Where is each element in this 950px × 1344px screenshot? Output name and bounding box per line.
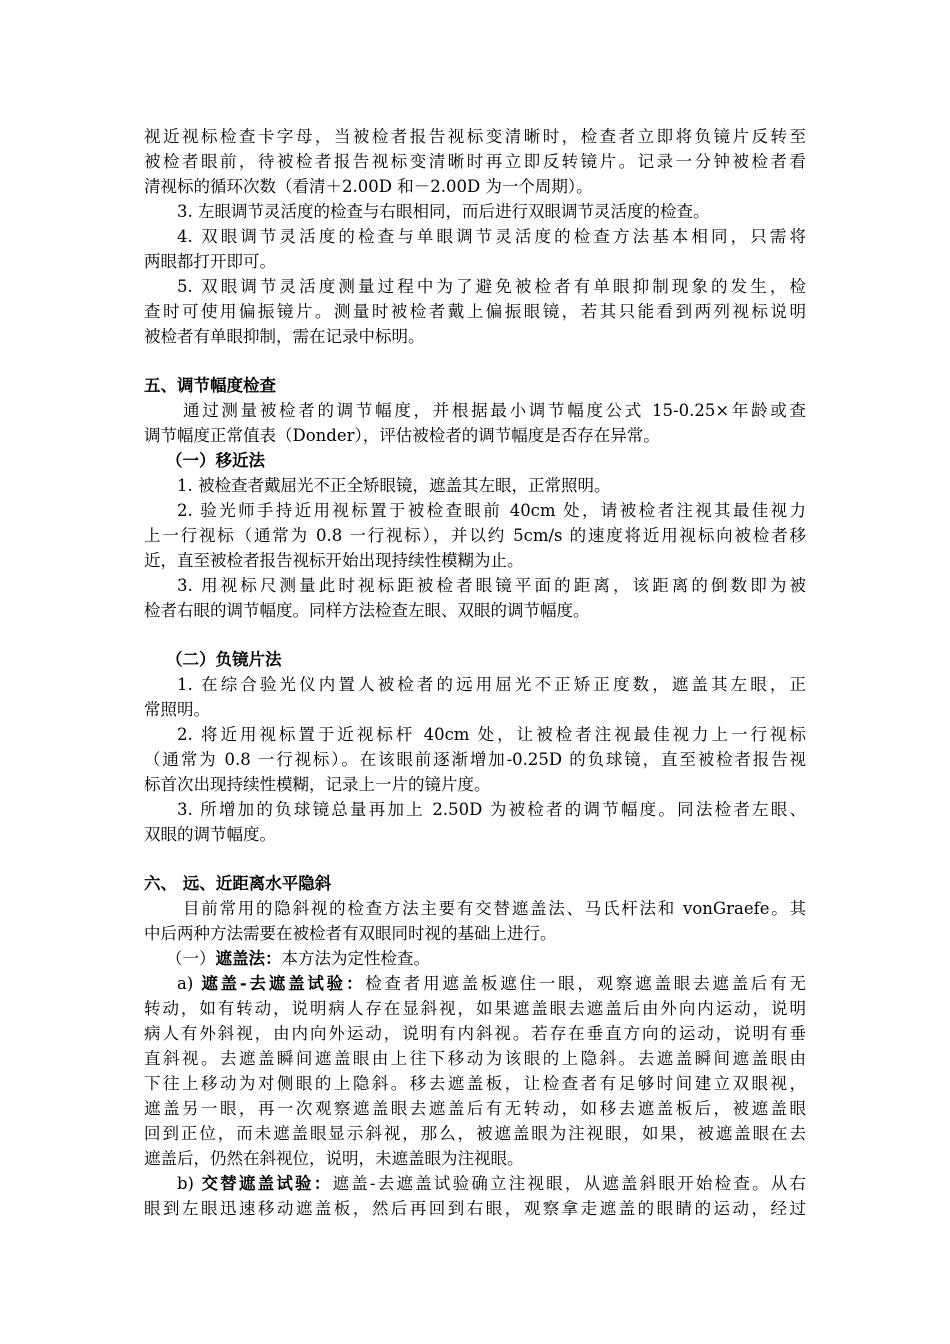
section-heading: 六、 远、近距离水平隐斜 (144, 874, 332, 893)
body-line: 转动，如有转动，说明病人存在显斜视，如果遮盖眼去遮盖后由外向内运动，说明 (144, 999, 806, 1018)
list-item (177, 1172, 806, 1196)
section-heading: 五、调节幅度检查 (144, 376, 276, 395)
list-item: 1. 在综合验光仪内置人被检者的远用屈光不正矫正度数，遮盖其左眼，正 (177, 675, 806, 694)
subsection-description: 本方法为定性检查。 (281, 949, 430, 968)
body-line: 两眼都打开即可。 (144, 252, 276, 271)
body-line: 眼到左眼迅速移动遮盖板，然后再回到右眼，观察拿走遮盖的眼睛的运动，经过 (144, 1199, 806, 1218)
list-item: 4. 双眼调节灵活度的检查与单眼调节灵活度的检查方法基本相同，只需将 (177, 227, 806, 246)
list-item-text: 遮盖-去遮盖试验确立注视眼，从遮盖斜眼开始检查。从右 (332, 1174, 807, 1193)
body-line: 遮盖另一眼，再一次观察遮盖眼去遮盖后有无转动，如移去遮盖板后，被遮盖眼 (144, 1099, 806, 1118)
body-line: 被检者眼前，待被检者报告视标变清晰时再立即反转镜片。记录一分钟被检者看 (144, 152, 806, 171)
body-line: 双眼的调节幅度。 (144, 825, 276, 844)
list-item: 1. 被检查者戴屈光不正全矫眼镜，遮盖其左眼，正常照明。 (177, 476, 611, 495)
body-line: 调节幅度正常值表（Donder），评估被检者的调节幅度是否存在异常。 (144, 426, 660, 445)
subsection-number: （一） (166, 949, 216, 968)
list-item: 3. 左眼调节灵活度的检查与右眼相同，而后进行双眼调节灵活度的检查。 (177, 202, 710, 221)
body-line: 回到正位，而未遮盖眼显示斜视，那么，被遮盖眼为注视眼，如果，被遮盖眼在去 (144, 1124, 806, 1143)
subsection-heading: （二）负镜片法 (166, 650, 282, 669)
body-line: 检者右眼的调节幅度。同样方法检查左眼、双眼的调节幅度。 (144, 601, 590, 620)
body-line: 被检者有单眼抑制，需在记录中标明。 (144, 327, 425, 346)
body-line: 通过测量被检者的调节幅度，并根据最小调节幅度公式 15-0.25×年龄或查 (183, 401, 806, 420)
list-item-title: 遮盖-去遮盖试验： (201, 974, 366, 993)
list-item: 5. 双眼调节灵活度测量过程中为了避免被检者有单眼抑制现象的发生，检 (177, 277, 806, 296)
body-line: 病人有外斜视，由内向外运动，说明有内斜视。若存在垂直方向的运动，说明有垂 (144, 1024, 806, 1043)
body-line: 上一行视标（通常为 0.8 一行视标），并以约 5cm/s 的速度将近用视标向被检者移 (144, 526, 806, 545)
body-line: 常照明。 (144, 700, 210, 719)
body-line: 清视标的循环次数（看清＋2.00D 和－2.00D 为一个周期）。 (144, 177, 593, 196)
body-line: 直斜视。去遮盖瞬间遮盖眼由上往下移动为该眼的上隐斜。去遮盖瞬间遮盖眼由 (144, 1049, 806, 1068)
subsection-line (166, 947, 806, 971)
list-item: 2. 将近用视标置于近视标杆 40cm 处，让被检者注视最佳视力上一行视标 (177, 725, 806, 744)
list-item (177, 972, 806, 996)
list-item: 3. 用视标尺测量此时视标距被检者眼镜平面的距离，该距离的倒数即为被 (177, 576, 806, 595)
body-line: 中后两种方法需要在被检者有双眼同时视的基础上进行。 (144, 924, 557, 943)
list-item-text: 检查者用遮盖板遮住一眼，观察遮盖眼去遮盖后有无 (365, 974, 806, 993)
list-marker: a) (177, 974, 202, 993)
body-line: 查时可使用偏振镜片。测量时被检者戴上偏振眼镜，若其只能看到两列视标说明 (144, 302, 806, 321)
body-line: 目前常用的隐斜视的检查方法主要有交替遮盖法、马氏杆法和 vonGraefe。其 (183, 899, 806, 918)
body-line: 视近视标检查卡字母，当被检者报告视标变清晰时，检查者立即将负镜片反转至 (144, 127, 806, 146)
subsection-heading: 遮盖法： (215, 949, 282, 968)
list-item-title: 交替遮盖试验： (201, 1174, 333, 1193)
list-item: 2. 验光师手持近用视标置于被检查眼前 40cm 处，请被检者注视其最佳视力 (177, 501, 806, 520)
list-marker: b) (177, 1174, 202, 1193)
body-line: 遮盖后，仍然在斜视位，说明，未遮盖眼为注视眼。 (144, 1149, 524, 1168)
body-line: （通常为 0.8 一行视标）。在该眼前逐渐增加-0.25D 的负球镜，直至被检者报告视 (144, 750, 806, 769)
list-item: 3. 所增加的负球镜总量再加上 2.50D 为被检者的调节幅度。同法检者左眼、 (177, 800, 806, 819)
body-line: 标首次出现持续性模糊，记录上一片的镜片度。 (144, 775, 491, 794)
body-line: 下往上移动为对侧眼的上隐斜。移去遮盖板，让检查者有足够时间建立双眼视， (144, 1074, 806, 1093)
subsection-heading: （一）移近法 (166, 451, 265, 470)
body-line: 近，直至被检者报告视标开始出现持续性模糊为止。 (144, 551, 524, 570)
